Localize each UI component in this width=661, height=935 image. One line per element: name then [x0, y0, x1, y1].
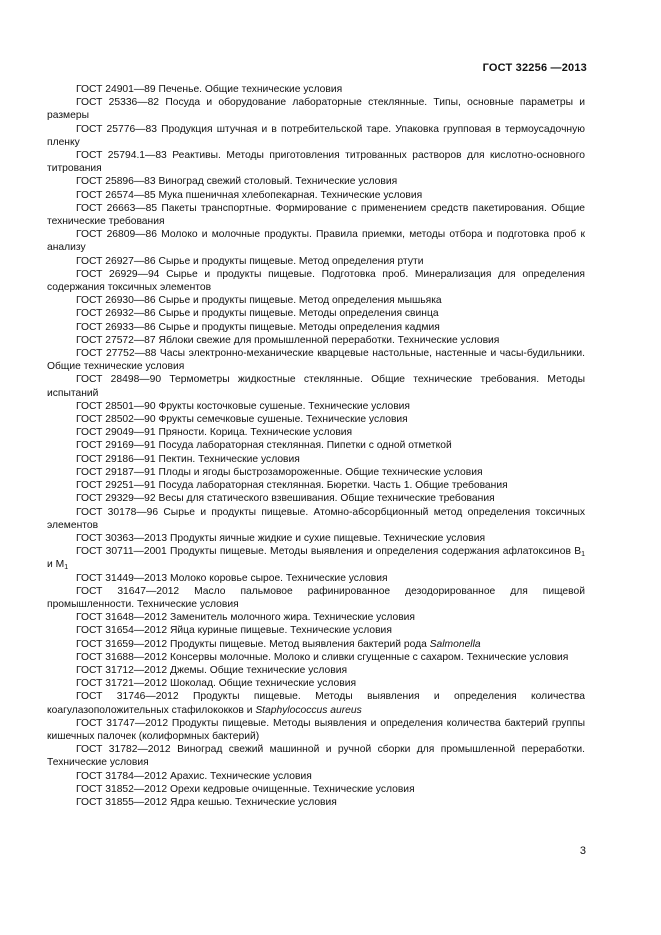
reference-code: ГОСТ 31654—2012	[76, 625, 168, 637]
reference-code: ГОСТ 31688—2012	[76, 651, 168, 663]
reference-item	[47, 690, 585, 716]
reference-item	[47, 228, 585, 254]
reference-code: ГОСТ 26933—86	[76, 321, 156, 333]
reference-code: ГОСТ 27752—88	[76, 348, 157, 360]
reference-item	[47, 664, 585, 677]
reference-code: ГОСТ 26929—94	[76, 268, 160, 280]
reference-code: ГОСТ 27572—87	[76, 334, 156, 346]
reference-title: Пакеты транспортные. Формирование с применением средств пакетирования. Общие технические требования	[47, 202, 585, 228]
reference-code: ГОСТ 29187—91	[76, 466, 156, 478]
reference-title: Шоколад. Общие технические условия	[169, 678, 357, 690]
reference-item	[47, 347, 585, 373]
reference-title: Яйца куриные пищевые. Технические условия	[169, 625, 392, 637]
reference-item	[47, 149, 585, 175]
reference-title: Весы для статического взвешивания. Общие технические требования	[158, 493, 495, 505]
reference-code: ГОСТ 30178—96	[76, 506, 159, 518]
reference-item	[47, 717, 585, 743]
reference-title: Продукты пищевые. Методы выявления и определения количества бактерий группы кишечных палочек (колиформных бактерий)	[47, 717, 585, 742]
organism-name: Salmonella	[429, 638, 481, 650]
reference-title: Часы электронно-механические кварцевые настольные, настенные и часы-будильники. Общие технические условия	[47, 348, 585, 373]
reference-title: Яблоки свежие для промышленной переработки. Технические условия	[158, 334, 500, 346]
reference-title: Фрукты семечковые сушеные. Технические условия	[158, 414, 408, 426]
reference-title: Сырье и продукты пищевые. Атомно-абсорбционный метод определения токсичных элементов	[47, 506, 585, 531]
reference-item	[47, 334, 585, 347]
reference-item	[47, 413, 585, 426]
reference-code: ГОСТ 26574—85	[76, 189, 156, 201]
reference-code: ГОСТ 31782—2012	[76, 744, 171, 756]
subscript: 1	[64, 564, 69, 572]
reference-item	[47, 307, 585, 320]
reference-title: Молоко коровье сырое. Технические условия	[169, 572, 388, 584]
reference-item	[47, 638, 585, 651]
reference-title: Реактивы. Методы приготовления титрованных растворов для кислотно-основного титрования	[47, 150, 585, 175]
reference-title: Продукты пищевые. Методы выявления и определения содержания афлатоксинов B	[170, 546, 582, 558]
reference-item	[47, 677, 585, 690]
reference-code: ГОСТ 26809—86	[76, 229, 157, 241]
reference-code: ГОСТ 25896—83	[76, 176, 156, 188]
reference-item	[47, 255, 585, 268]
reference-title: Арахис. Технические условия	[169, 770, 312, 782]
reference-title: Посуда лабораторная стеклянная. Бюретки. Часть 1. Общие требования	[158, 480, 508, 492]
reference-item	[47, 83, 585, 96]
reference-code: ГОСТ 26927—86	[76, 255, 156, 267]
reference-item	[47, 532, 585, 545]
reference-item	[47, 321, 585, 334]
reference-item	[47, 268, 585, 294]
reference-code: ГОСТ 25776—83	[76, 123, 157, 135]
reference-item	[47, 506, 585, 532]
reference-item	[47, 545, 585, 571]
reference-item	[47, 439, 585, 452]
reference-title: Масло пальмовое рафинированное дезодорированное для пищевой промышленности. Технические условия	[47, 585, 585, 610]
reference-title: Посуда лабораторная стеклянная. Пипетки с одной отметкой	[158, 440, 452, 452]
reference-title: Сырье и продукты пищевые. Подготовка проб. Минерализация для определения содержания токсичных элементов	[47, 268, 585, 294]
reference-code: ГОСТ 29251—91	[76, 480, 156, 492]
reference-title: Мука пшеничная хлебопекарная. Технические условия	[158, 189, 423, 201]
reference-title: Джемы. Общие технические условия	[169, 664, 348, 676]
reference-code: ГОСТ 29169—91	[76, 440, 156, 452]
reference-code: ГОСТ 31721—2012	[76, 678, 168, 690]
reference-title: Посуда и оборудование лабораторные стеклянные. Типы, основные параметры и размеры	[47, 97, 586, 122]
reference-item	[47, 453, 585, 466]
reference-item	[47, 479, 585, 492]
subscript: 1	[581, 551, 585, 559]
reference-code: ГОСТ 25336—82	[76, 97, 160, 109]
reference-title: Орехи кедровые очищенные. Технические условия	[169, 783, 415, 795]
reference-item	[47, 466, 585, 479]
reference-title: Плоды и ягоды быстрозамороженные. Общие технические условия	[158, 466, 483, 478]
reference-title: Ядра кешью. Технические условия	[169, 796, 337, 808]
reference-title: Виноград свежий столовый. Технические условия	[158, 176, 398, 188]
standard-header: ГОСТ 32256 —2013	[482, 62, 587, 74]
reference-title: Продукты яичные жидкие и сухие пищевые. Технические условия	[169, 532, 486, 544]
reference-title: Сырье и продукты пищевые. Методы определения кадмия	[158, 321, 440, 333]
reference-item	[47, 96, 585, 122]
reference-title: Заменитель молочного жира. Технические условия	[169, 612, 416, 624]
reference-item	[47, 175, 585, 188]
reference-code: ГОСТ 31712—2012	[76, 664, 168, 676]
reference-item	[47, 492, 585, 505]
reference-code: ГОСТ 26930—86	[76, 295, 156, 307]
reference-code: ГОСТ 28501—90	[76, 400, 156, 412]
reference-title: Продукция штучная и в потребительской таре. Упаковка групповая в термоусадочную пленку	[47, 123, 585, 148]
reference-item	[47, 426, 585, 439]
reference-item	[47, 783, 585, 796]
reference-title: Продукты пищевые. Методы выявления и определения количества коагулазоположительных стафилококков и	[47, 691, 585, 716]
normative-references-list	[47, 83, 585, 809]
reference-item	[47, 572, 585, 585]
reference-code: ГОСТ 30363—2013	[76, 532, 168, 544]
reference-item	[47, 189, 585, 202]
reference-title: Молоко и молочные продукты. Правила приемки, методы отбора и подготовка проб к анализу	[47, 229, 585, 254]
reference-code: ГОСТ 30711—2001	[76, 546, 167, 558]
reference-title: Пектин. Технические условия	[158, 453, 300, 465]
reference-code: ГОСТ 31746—2012	[76, 691, 179, 703]
reference-code: ГОСТ 26663—85	[76, 202, 158, 214]
reference-code: ГОСТ 24901—89	[76, 84, 156, 95]
reference-title: Сырье и продукты пищевые. Методы определения свинца	[158, 308, 439, 320]
reference-code: ГОСТ 31747—2012	[76, 717, 169, 729]
reference-code: ГОСТ 31852—2012	[76, 783, 168, 795]
reference-title: Сырье и продукты пищевые. Метод определения ртути	[158, 255, 424, 267]
reference-title: Пряности. Корица. Технические условия	[158, 427, 353, 439]
reference-item	[47, 611, 585, 624]
reference-title: Печенье. Общие технические условия	[158, 84, 343, 95]
reference-code: ГОСТ 31648—2012	[76, 612, 168, 624]
page-number: 3	[579, 845, 586, 857]
reference-code: ГОСТ 29329—92	[76, 493, 156, 505]
reference-code: ГОСТ 26932—86	[76, 308, 156, 320]
reference-item	[47, 202, 585, 228]
reference-item	[47, 294, 585, 307]
organism-name: Staphylococcus aureus	[255, 704, 362, 716]
reference-item	[47, 624, 585, 637]
reference-item	[47, 651, 585, 664]
reference-code: ГОСТ 31647—2012	[76, 585, 180, 597]
reference-title: Виноград свежий машинной и ручной сборки для промышленной переработки. Технические условия	[47, 744, 585, 769]
reference-title-continued: и M	[47, 559, 65, 571]
reference-code: ГОСТ 28498—90	[76, 374, 162, 386]
reference-code: ГОСТ 31784—2012	[76, 770, 168, 782]
reference-code: ГОСТ 25794.1—83	[76, 150, 167, 162]
reference-code: ГОСТ 28502—90	[76, 414, 156, 426]
reference-title: Термометры жидкостные стеклянные. Общие технические требования. Методы испытаний	[47, 374, 585, 399]
reference-code: ГОСТ 29186—91	[76, 453, 156, 465]
reference-item	[47, 373, 585, 399]
reference-item	[47, 585, 585, 611]
reference-code: ГОСТ 29049—91	[76, 427, 156, 439]
reference-item	[47, 770, 585, 783]
reference-code: ГОСТ 31449—2013	[76, 572, 168, 584]
reference-item	[47, 796, 585, 809]
reference-title: Сырье и продукты пищевые. Метод определения мышьяка	[158, 295, 442, 307]
reference-title: Консервы молочные. Молоко и сливки сгущенные с сахаром. Технические условия	[169, 651, 569, 663]
reference-code: ГОСТ 31659—2012	[76, 638, 168, 650]
reference-item	[47, 743, 585, 769]
reference-code: ГОСТ 31855—2012	[76, 796, 168, 808]
reference-item	[47, 123, 585, 149]
reference-title: Продукты пищевые. Метод выявления бактерий рода	[169, 638, 430, 650]
reference-title: Фрукты косточковые сушеные. Технические условия	[158, 400, 410, 412]
reference-item	[47, 400, 585, 413]
